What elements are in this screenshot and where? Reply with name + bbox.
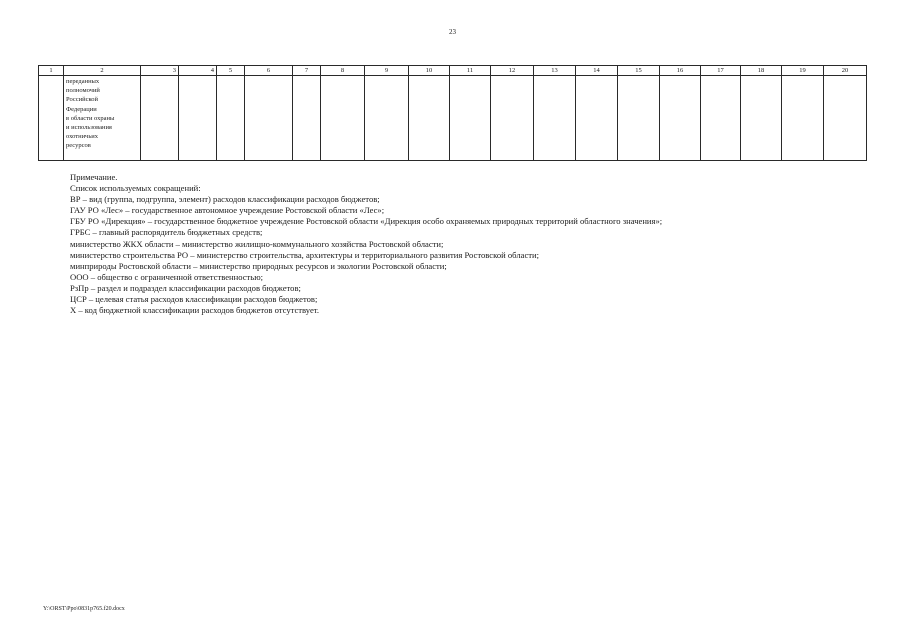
column-header: 3 xyxy=(141,66,179,76)
abbreviation-item: минприроды Ростовской области – министерство природных ресурсов и экологии Ростовской области; xyxy=(70,260,447,271)
row-name-line: ресурсов xyxy=(66,142,91,150)
row-name-line: полномочий xyxy=(66,87,100,95)
abbreviation-item: ЦСР – целевая статья расходов классификации расходов бюджетов; xyxy=(70,294,318,305)
table-cell xyxy=(365,76,409,161)
table-cell xyxy=(741,76,782,161)
column-header: 5 xyxy=(217,66,245,76)
table-header-row xyxy=(39,66,867,76)
column-header: 15 xyxy=(618,66,660,76)
file-path-footer: Y:\ORST\Ppo\0831p765.f20.docx xyxy=(43,606,125,612)
column-header: 9 xyxy=(365,66,409,76)
table-cell xyxy=(701,76,741,161)
table-cell xyxy=(179,76,217,161)
row-name-line: Федерации xyxy=(66,105,97,113)
note-title: Примечание. xyxy=(70,172,118,182)
column-header: 10 xyxy=(409,66,450,76)
row-name-line: переданных xyxy=(66,78,100,85)
table-cell xyxy=(576,76,618,161)
column-header: 1 xyxy=(39,66,64,76)
abbreviation-item: Х – код бюджетной классификации расходов бюджетов отсутствует. xyxy=(70,305,320,316)
abbreviation-item: РзПр – раздел и подраздел классификации расходов бюджетов; xyxy=(70,282,301,293)
abbreviation-item: ГБУ РО «Дирекция» – государственное бюджетное учреждение Ростовской области «Дирекция особо охраняемых природных территорий областного значения»; xyxy=(70,216,663,227)
table-row xyxy=(39,76,867,161)
row-name-line: Российской xyxy=(66,96,99,104)
table-cell xyxy=(782,76,824,161)
abbreviation-item: ГРБС – главный распорядитель бюджетных средств; xyxy=(70,227,263,238)
column-header: 12 xyxy=(491,66,534,76)
column-header: 14 xyxy=(576,66,618,76)
column-header: 8 xyxy=(321,66,365,76)
abbreviation-item: ГАУ РО «Лес» – государственное автономное учреждение Ростовской области «Лес»; xyxy=(70,205,385,216)
row-name-line: и использования xyxy=(66,124,112,132)
abbreviation-item: ООО – общество с ограниченной ответственностью; xyxy=(70,271,264,282)
column-header: 7 xyxy=(293,66,321,76)
table-cell xyxy=(217,76,245,161)
abbreviation-item: министерство ЖКХ области – министерство жилищно-коммунального хозяйства Ростовской области; xyxy=(70,238,444,249)
table-cell xyxy=(293,76,321,161)
row-name-line: охотничьих xyxy=(66,133,99,141)
abbreviations-note xyxy=(70,172,890,316)
column-header: 16 xyxy=(660,66,701,76)
column-header: 6 xyxy=(245,66,293,76)
note-subtitle: Список используемых сокращений: xyxy=(70,183,201,194)
column-header: 2 xyxy=(64,66,141,76)
column-header: 11 xyxy=(450,66,491,76)
column-header: 19 xyxy=(782,66,824,76)
abbreviation-item: министерство строительства РО – министерство строительства, архитектуры и территориального развития Ростовской области; xyxy=(70,249,539,260)
table-cell xyxy=(321,76,365,161)
budget-table xyxy=(38,65,867,161)
column-header: 13 xyxy=(534,66,576,76)
page-number: 23 xyxy=(449,28,456,36)
table-cell xyxy=(824,76,867,161)
table-cell xyxy=(491,76,534,161)
table-cell xyxy=(141,76,179,161)
abbreviation-item: ВР – вид (группа, подгруппа, элемент) расходов классификации расходов бюджетов; xyxy=(70,194,380,205)
column-header: 4 xyxy=(179,66,217,76)
column-header: 20 xyxy=(824,66,867,76)
column-header: 17 xyxy=(701,66,741,76)
row-name-cell xyxy=(64,76,141,161)
row-name-line: в области охраны xyxy=(66,114,115,122)
table-cell xyxy=(618,76,660,161)
table-cell xyxy=(245,76,293,161)
table-cell xyxy=(409,76,450,161)
table-cell xyxy=(534,76,576,161)
column-header: 18 xyxy=(741,66,782,76)
table-cell xyxy=(450,76,491,161)
table-cell xyxy=(39,76,64,161)
table-cell xyxy=(660,76,701,161)
